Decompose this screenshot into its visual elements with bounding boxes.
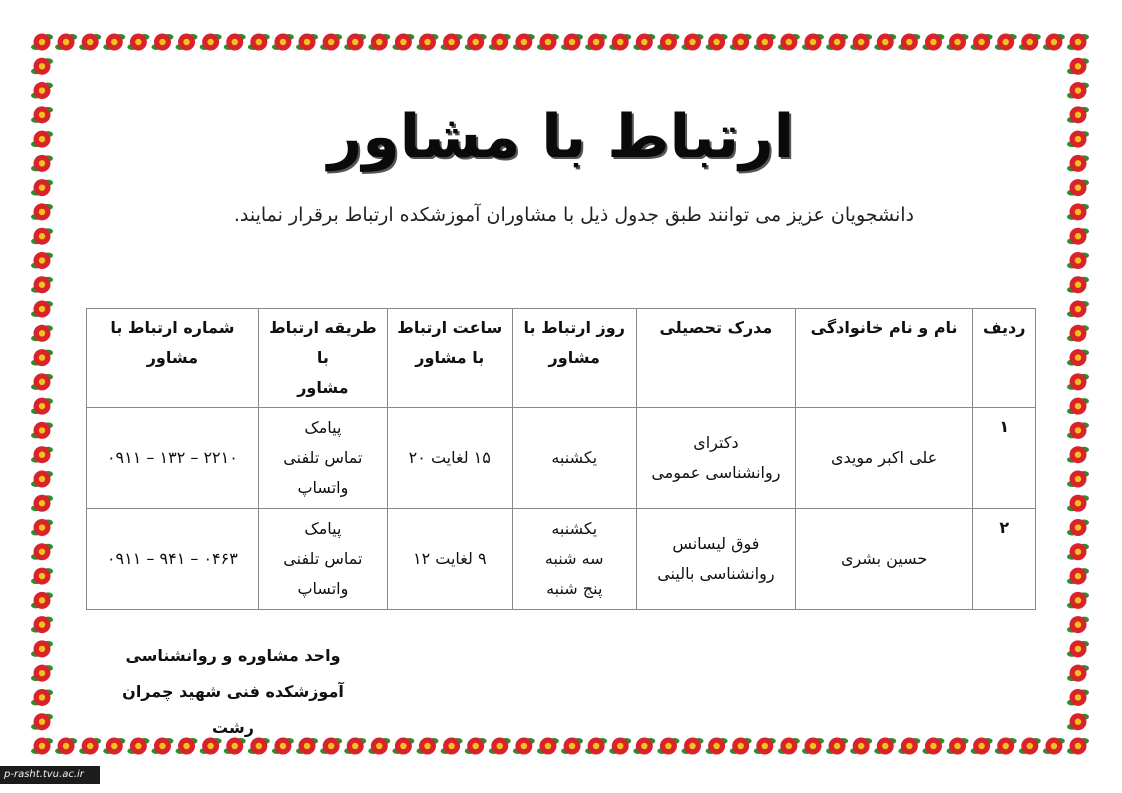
flower-icon [633, 34, 655, 51]
flower-icon [1067, 228, 1089, 245]
flower-icon [1067, 82, 1089, 99]
cell-method-line: واتساپ [297, 478, 349, 497]
cell-method-line: پیامک [304, 519, 342, 538]
flower-icon [850, 738, 872, 755]
flower-icon [802, 34, 824, 51]
cell-phone: ۰۴۶۳ – ۹۴۱ – ۰۹۱۱ [87, 509, 259, 610]
header-time-line: ساعت ارتباط [397, 318, 503, 337]
flower-icon [31, 422, 53, 439]
flower-icon [1067, 446, 1089, 463]
flower-icon [151, 34, 173, 51]
cell-degree [636, 408, 795, 509]
announcement-page [58, 58, 1064, 737]
flower-icon [489, 738, 511, 755]
flower-icon [31, 82, 53, 99]
flower-icon [1067, 495, 1089, 512]
cell-phone: ۲۲۱۰ – ۱۳۲ – ۰۹۱۱ [87, 408, 259, 509]
flower-icon [272, 34, 294, 51]
flower-icon [826, 738, 848, 755]
flower-icon [31, 349, 53, 366]
flower-icon [947, 738, 969, 755]
flower-icon [31, 446, 53, 463]
cell-method-line: واتساپ [297, 579, 349, 598]
cell-day-line: پنج شنبه [546, 579, 603, 598]
header-method [258, 309, 387, 408]
flower-icon [1067, 155, 1089, 172]
flower-icon [441, 34, 463, 51]
flower-icon [1067, 276, 1089, 293]
flower-icon [1067, 568, 1089, 585]
flower-icon [826, 34, 848, 51]
flower-icon [730, 34, 752, 51]
flower-icon [200, 34, 222, 51]
flower-icon [1067, 203, 1089, 220]
flower-icon [31, 470, 53, 487]
flower-icon [802, 738, 824, 755]
flower-icon [31, 543, 53, 560]
header-phone-line: شماره ارتباط با [110, 318, 235, 337]
flower-icon [31, 131, 53, 148]
flower-icon [31, 106, 53, 123]
flower-icon [248, 34, 270, 51]
footer-signature [118, 638, 348, 746]
flower-icon [320, 34, 342, 51]
flower-icon [392, 34, 414, 51]
page-title: ارتباط با مشاور [327, 102, 795, 172]
header-time [388, 309, 512, 408]
flower-icon [730, 738, 752, 755]
flower-icon [79, 738, 101, 755]
flower-icon [1067, 398, 1089, 415]
flower-icon [31, 665, 53, 682]
flower-icon [1067, 373, 1089, 390]
flower-icon [31, 640, 53, 657]
flower-icon [1067, 519, 1089, 536]
header-degree: مدرک تحصیلی [636, 309, 795, 408]
flower-icon [1067, 738, 1089, 755]
flower-icon [1043, 34, 1065, 51]
flower-icon [609, 738, 631, 755]
flower-icon [1019, 738, 1041, 755]
cell-degree-line: روانشناسی بالینی [657, 564, 775, 583]
flower-icon [922, 738, 944, 755]
flower-icon [31, 252, 53, 269]
header-name: نام و نام خانوادگی [795, 309, 973, 408]
flower-icon [368, 738, 390, 755]
site-watermark[interactable]: p-rasht.tvu.ac.ir [0, 766, 100, 784]
flower-icon [754, 34, 776, 51]
flower-icon [31, 58, 53, 75]
flower-icon [947, 34, 969, 51]
cell-method-line: پیامک [304, 418, 342, 437]
flower-icon [995, 34, 1017, 51]
flower-icon [31, 34, 53, 51]
flower-icon [1067, 713, 1089, 730]
flower-icon [31, 155, 53, 172]
flower-icon [1067, 665, 1089, 682]
flower-icon [31, 568, 53, 585]
flower-icon [79, 34, 101, 51]
flower-icon [1067, 616, 1089, 633]
flower-icon [1067, 131, 1089, 148]
flower-icon [465, 34, 487, 51]
flower-icon [1067, 689, 1089, 706]
flower-icon [31, 228, 53, 245]
flower-icon [754, 738, 776, 755]
flower-icon [513, 34, 535, 51]
cell-day [512, 408, 636, 509]
flower-icon [1067, 543, 1089, 560]
flower-icon [922, 34, 944, 51]
flower-icon [416, 738, 438, 755]
flower-icon [537, 738, 559, 755]
flower-icon [31, 592, 53, 609]
flower-icon [1067, 106, 1089, 123]
footer-school: آموزشکده فنی شهید چمران رشت [122, 682, 344, 737]
flower-icon [31, 203, 53, 220]
flower-icon [296, 34, 318, 51]
footer-unit: واحد مشاوره و روانشناسی [125, 646, 341, 665]
cell-method [258, 509, 387, 610]
flower-icon [874, 738, 896, 755]
advisors-table [86, 308, 1036, 610]
flower-icon [657, 738, 679, 755]
cell-degree-line: فوق لیسانس [672, 534, 760, 553]
cell-time: ۱۵ لغایت ۲۰ [388, 408, 512, 509]
flower-icon [609, 34, 631, 51]
cell-day-line: یکشنبه [551, 519, 598, 538]
flower-icon [344, 34, 366, 51]
flower-icon [31, 519, 53, 536]
flower-icon [31, 179, 53, 196]
flower-icon [1043, 738, 1065, 755]
flower-icon [874, 34, 896, 51]
flower-icon [1067, 252, 1089, 269]
flower-icon [1067, 58, 1089, 75]
header-method-line: مشاور [297, 378, 349, 397]
header-method-line: طریقه ارتباط با [269, 318, 377, 367]
flower-icon [898, 738, 920, 755]
flower-icon [1067, 179, 1089, 196]
flower-icon [127, 34, 149, 51]
flower-icon [1067, 422, 1089, 439]
cell-num: ۱ [973, 408, 1036, 509]
cell-method-line: تماس تلفنی [283, 549, 363, 568]
flower-icon [31, 325, 53, 342]
flower-icon [368, 34, 390, 51]
flower-icon [103, 34, 125, 51]
header-day-line: مشاور [548, 348, 600, 367]
flower-icon [778, 34, 800, 51]
flower-icon [489, 34, 511, 51]
flower-icon [176, 34, 198, 51]
flower-icon [537, 34, 559, 51]
flower-icon [585, 738, 607, 755]
cell-day [512, 509, 636, 610]
flower-icon [31, 495, 53, 512]
cell-num: ۲ [973, 509, 1036, 610]
table-row [87, 509, 1036, 610]
flower-icon [706, 738, 728, 755]
flower-icon [898, 34, 920, 51]
flower-icon [55, 34, 77, 51]
flower-icon [1067, 470, 1089, 487]
table-row [87, 408, 1036, 509]
flower-icon [31, 398, 53, 415]
flower-icon [682, 34, 704, 51]
flower-icon [55, 738, 77, 755]
cell-degree-line: دکترای [693, 433, 739, 452]
flower-icon [561, 738, 583, 755]
cell-method-line: تماس تلفنی [283, 448, 363, 467]
flower-icon [1019, 34, 1041, 51]
cell-name: حسین بشری [795, 509, 973, 610]
flower-icon [1067, 640, 1089, 657]
flower-icon [31, 738, 53, 755]
flower-icon [995, 738, 1017, 755]
header-day [512, 309, 636, 408]
flower-icon [31, 616, 53, 633]
flower-icon [31, 301, 53, 318]
flower-icon [778, 738, 800, 755]
flower-icon [1067, 301, 1089, 318]
header-phone [87, 309, 259, 408]
flower-icon [1067, 34, 1089, 51]
flower-icon [416, 34, 438, 51]
flower-icon [441, 738, 463, 755]
flower-icon [850, 34, 872, 51]
flower-icon [1067, 349, 1089, 366]
cell-day-line: یکشنبه [551, 448, 598, 467]
cell-time: ۹ لغایت ۱۲ [388, 509, 512, 610]
flower-icon [682, 738, 704, 755]
cell-degree-line: روانشناسی عمومی [651, 463, 781, 482]
flower-icon [31, 689, 53, 706]
flower-icon [706, 34, 728, 51]
header-phone-line: مشاور [146, 348, 199, 367]
flower-icon [585, 34, 607, 51]
flower-icon [31, 373, 53, 390]
cell-degree [636, 509, 795, 610]
cell-day-line: سه شنبه [544, 549, 604, 568]
intro-text: دانشجویان عزیز می توانند طبق جدول ذیل با مشاوران آموزشکده ارتباط برقرار نمایند. [233, 204, 914, 226]
flower-icon [31, 713, 53, 730]
flower-icon [513, 738, 535, 755]
flower-icon [971, 738, 993, 755]
flower-icon [224, 34, 246, 51]
header-day-line: روز ارتباط با [523, 318, 625, 337]
cell-name: علی اکبر مویدی [795, 408, 973, 509]
flower-icon [633, 738, 655, 755]
flower-icon [561, 34, 583, 51]
flower-icon [971, 34, 993, 51]
table-header-row [87, 309, 1036, 408]
header-time-line: با مشاور [415, 348, 485, 367]
flower-icon [392, 738, 414, 755]
header-num: ردیف [973, 309, 1036, 408]
flower-icon [31, 276, 53, 293]
flower-icon [1067, 325, 1089, 342]
flower-icon [465, 738, 487, 755]
flower-icon [1067, 592, 1089, 609]
cell-method [258, 408, 387, 509]
flower-icon [657, 34, 679, 51]
